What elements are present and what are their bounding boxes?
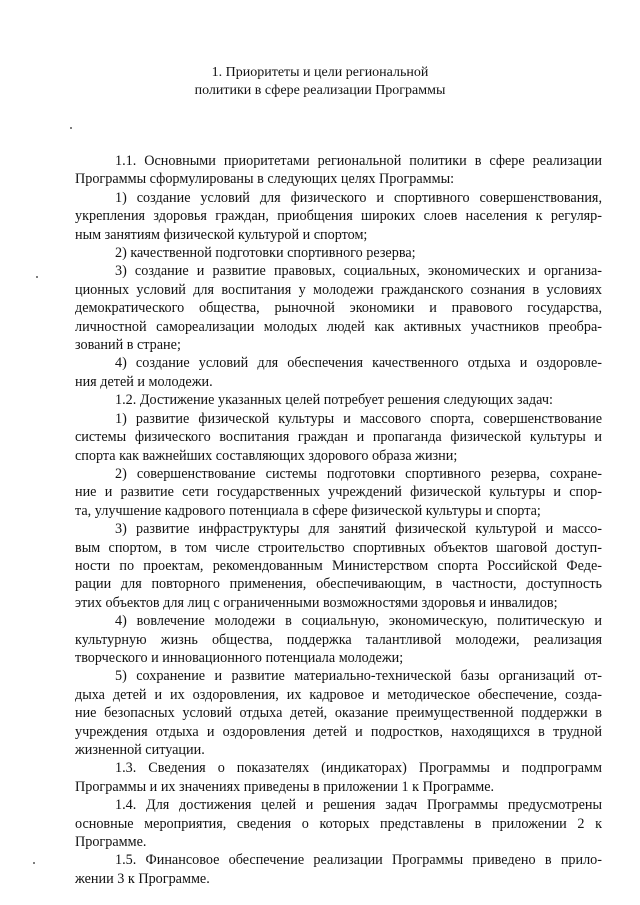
task-3-line: рации для повторного применения, обеспечивающим, в частности, доступность bbox=[75, 576, 602, 593]
task-3-line: 3) развитие инфраструктуры для занятий физической культурой и массо- bbox=[115, 521, 602, 538]
goal-1-line: 1) создание условий для физического и спортивного совершенствования, bbox=[115, 189, 602, 206]
paragraph-1-4-line: 1.4. Для достижения целей и решения задач Программы предусмотрены bbox=[115, 797, 602, 814]
paragraph-1-2-line: 1.2. Достижение указанных целей потребует решения следующих задач: bbox=[115, 392, 553, 409]
paragraph-1-1-line: Программы сформулированы в следующих целях Программы: bbox=[75, 171, 455, 188]
goal-3-line: ционных условий для воспитания у молодежи гражданского сознания в условиях bbox=[75, 281, 602, 298]
paragraph-1-3-line: 1.3. Сведения о показателях (индикаторах) Программы и подпрограмм bbox=[115, 760, 602, 777]
task-5-line: ние безопасных условий отдыха детей, оказание преимущественной поддержки в bbox=[75, 705, 602, 722]
task-1-line: 1) развитие физической культуры и массового спорта, совершенствование bbox=[115, 410, 602, 427]
task-5-line: 5) сохранение и развитие материально-технической базы организаций от- bbox=[115, 668, 602, 685]
goal-3-line: 3) создание и развитие правовых, социальных, экономических и организа- bbox=[115, 263, 602, 280]
task-3-line: ности по проектам, рекомендованным Министерством спорта Российской Феде- bbox=[75, 557, 602, 574]
goal-3-line: зований в стране; bbox=[75, 337, 181, 354]
heading-line-2: политики в сфере реализации Программы bbox=[194, 83, 446, 98]
task-2-line: ние и развитие сети государственных учреждений физической культуры и спор- bbox=[75, 484, 602, 501]
goal-1-line: укрепления здоровья граждан, приобщения широких слоев населения к регуляр- bbox=[75, 208, 602, 225]
goal-2-line: 2) качественной подготовки спортивного резерва; bbox=[115, 245, 416, 262]
task-1-line: спорта как важнейших составляющих здорового образа жизни; bbox=[75, 447, 458, 464]
goal-3-line: личностной самореализации молодых людей как активных участников преобра- bbox=[75, 318, 602, 335]
section-body bbox=[75, 152, 602, 888]
goal-1-line: ным занятиям физической культурой и спортом; bbox=[75, 226, 368, 243]
task-2-line: 2) совершенствование системы подготовки спортивного резерва, сохране- bbox=[115, 465, 602, 482]
paragraph-1-3-line: Программы и их значениях приведены в приложении 1 к Программе. bbox=[75, 778, 495, 795]
goal-3-line: демократического общества, рыночной экономики и правового государства, bbox=[75, 300, 602, 317]
scan-speck bbox=[36, 276, 38, 278]
task-4-line: 4) вовлечение молодежи в социальную, экономическую, политическую и bbox=[115, 613, 602, 630]
paragraph-1-5-line: 1.5. Финансовое обеспечение реализации Программы приведено в прило- bbox=[115, 852, 602, 869]
task-5-line: учреждения отдыха и оздоровления детей и подростков, находящихся в трудной bbox=[75, 723, 602, 740]
task-4-line: культурную жизнь общества, поддержка талантливой молодежи, реализация bbox=[75, 631, 602, 648]
paragraph-1-5-line: жении 3 к Программе. bbox=[75, 870, 210, 887]
section-heading bbox=[0, 64, 640, 100]
scan-speck bbox=[70, 127, 72, 129]
paragraph-1-4-line: основные мероприятия, сведения о которых представлены в приложении 2 к bbox=[75, 815, 602, 832]
heading-line-1: 1. Приоритеты и цели региональной bbox=[211, 65, 429, 80]
goal-4-line: ния детей и молодежи. bbox=[75, 373, 213, 390]
task-5-line: жизненной ситуации. bbox=[75, 742, 205, 758]
task-3-line: этих объектов для лиц с ограниченными возможностями здоровья и инвалидов; bbox=[75, 594, 558, 611]
task-2-line: та, улучшение кадрового потенциала в сфере физической культуры и спорта; bbox=[75, 502, 541, 519]
task-5-line: дыха детей и их оздоровления, их кадровое и методическое обеспечение, созда- bbox=[75, 686, 602, 703]
scan-speck bbox=[33, 862, 35, 864]
paragraph-1-1-line: 1.1. Основными приоритетами региональной политики в сфере реализации bbox=[115, 153, 602, 169]
task-3-line: вым спортом, в том числе строительство спортивных объектов шаговой доступ- bbox=[75, 539, 602, 556]
goal-4-line: 4) создание условий для обеспечения качественного отдыха и оздоровле- bbox=[115, 355, 602, 372]
paragraph-1-4-line: Программе. bbox=[75, 834, 147, 851]
task-4-line: творческого и инновационного потенциала молодежи; bbox=[75, 649, 404, 666]
task-1-line: системы физического воспитания граждан и пропаганда физической культуры и bbox=[75, 429, 602, 446]
